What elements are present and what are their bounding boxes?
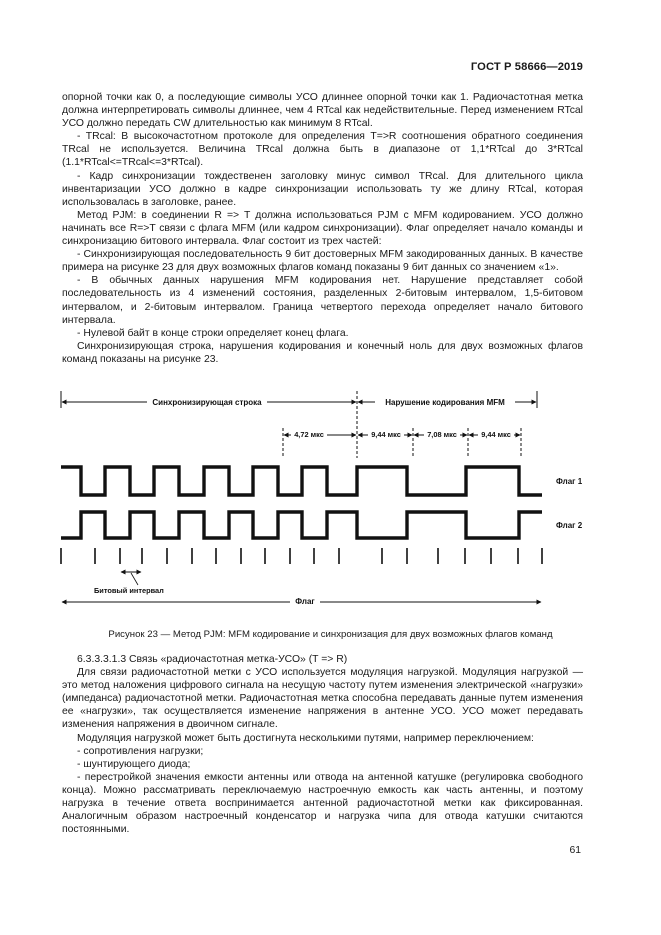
flag-2-waveform xyxy=(61,512,542,538)
paragraph: - Нулевой байт в конце строки определяет конец флага. xyxy=(77,327,349,339)
paragraph: Для связи радиочастотной метки с УСО используется модуляция нагрузкой. Модуляция нагрузкой — это метод наложения цифрового сигнала на несущую частоту путем изменения электрической «нагрузки» (импеданса) радиочастотной метки. Радиочастотная метка способна передавать данные путем изменения ее «нагрузки», так осуществляется изменение напряжения в антенне УСО. УСО может передавать изменения напряжения в двоичном сигнале. xyxy=(62,667,583,731)
paragraph: Синхронизирующая строка, нарушения кодирования и конечный ноль для двух возможных флагов команд показаны на рисунке 23. xyxy=(62,340,583,365)
bit-interval-ticks xyxy=(61,548,542,564)
bit-interval-label: Битовый интервал xyxy=(94,586,164,595)
section-heading: 6.3.3.3.1.3 Связь «радиочастотная метка-УСО» (T => R) xyxy=(77,654,348,665)
paragraph: - TRcal: В высокочастотном протоколе для определения T=>R соотношения обратного соединения TRcal не используется. Величина TRcal должна быть в диапазоне от 1,1*RTcal до 3*RTcal (1.1*RTcal<=TRcal<=3*RTcal). xyxy=(62,131,583,169)
duration-label: 7,08 мкс xyxy=(427,430,457,439)
timing-diagram-svg xyxy=(52,388,592,618)
flag-1-waveform xyxy=(61,467,542,495)
list-item: - шунтирующего диода; xyxy=(77,758,191,770)
page-number: 61 xyxy=(569,845,581,856)
document-code: ГОСТ Р 58666—2019 xyxy=(470,61,583,73)
flag-2-label: Флаг 2 xyxy=(556,521,583,530)
paragraph: - В обычных данных нарушения MFM кодирования нет. Нарушение представляет собой последовательность из 4 изменений состояния, разделенных 2-битовым интервалом, 1,5-битовом интервалом, и 2-битовым интервалом. Граница четвертого перехода определяет начало битового интервала. xyxy=(62,275,583,326)
paragraph: - Синхронизирующая последовательность 9 бит достоверных MFM закодированных данных. В качестве примера на рисунке 23 для двух возможных флагов команд показаны 9 бит данных со значением «1». xyxy=(62,249,583,274)
duration-label: 9,44 мкс xyxy=(371,430,401,439)
top-text-block xyxy=(62,91,583,366)
pjm-timing-diagram xyxy=(52,388,592,618)
duration-label: 4,72 мкс xyxy=(294,430,324,439)
violation-label: Нарушение кодирования MFM xyxy=(385,398,505,407)
duration-dimension xyxy=(283,428,521,458)
sync-string-label: Синхронизирующая строка xyxy=(152,398,262,407)
duration-label: 9,44 мкс xyxy=(481,430,511,439)
list-item: - сопротивления нагрузки; xyxy=(77,745,204,757)
figure-caption: Рисунок 23 — Метод PJM: MFM кодирование и синхронизация для двух возможных флагов команд xyxy=(108,629,553,640)
flag-1-label: Флаг 1 xyxy=(556,477,583,486)
paragraph: Метод PJM: в соединении R => T должна использоваться PJM с MFM кодированием. УСО должно начинать все R=>T связи с флага MFM (или кадром синхронизации). Флаг определяет начало команды и синхронизацию битового интервала. Флаг состоит из трех частей: xyxy=(62,209,583,248)
paragraph: Модуляция нагрузкой может быть достигнута несколькими путями, например переключением: xyxy=(77,732,534,744)
sync-violation-dimension xyxy=(61,391,537,458)
bottom-text-block xyxy=(62,653,583,836)
flag-dimension xyxy=(62,596,541,606)
paragraph: опорной точки как 0, а последующие символы УСО длиннее опорной точки как 1. Радиочастотная метка должна интерпретировать символы длиннее, чем 4 RTcal как недействительные. Перед изменением RTcal УСО должно передать CW длительностью как минимум 8 RTcal. xyxy=(62,92,583,130)
list-item: - перестройкой значения емкости антенны или отвода на антенной катушке (регулировка свободного конца). Можно рассматривать переключаемую настроечную емкость как часть антенны, и поэтому нагрузка в течение ответа воспринимается антенной радиочастотной метки как фиксированная. Аналогичным образом настроечный конденсатор и нагрузка чипа для отвода катушки считаются постоянными. xyxy=(62,771,583,836)
paragraph: - Кадр синхронизации тождественен заголовку минус символ TRcal. Для длительного цикла инвентаризации УСО должно в кадре синхронизации использовать ту же длину RTcal, которая использовалась в заголовке, ранее. xyxy=(62,170,583,208)
flag-label: Флаг xyxy=(295,597,315,606)
bit-interval-annotation xyxy=(94,572,164,595)
